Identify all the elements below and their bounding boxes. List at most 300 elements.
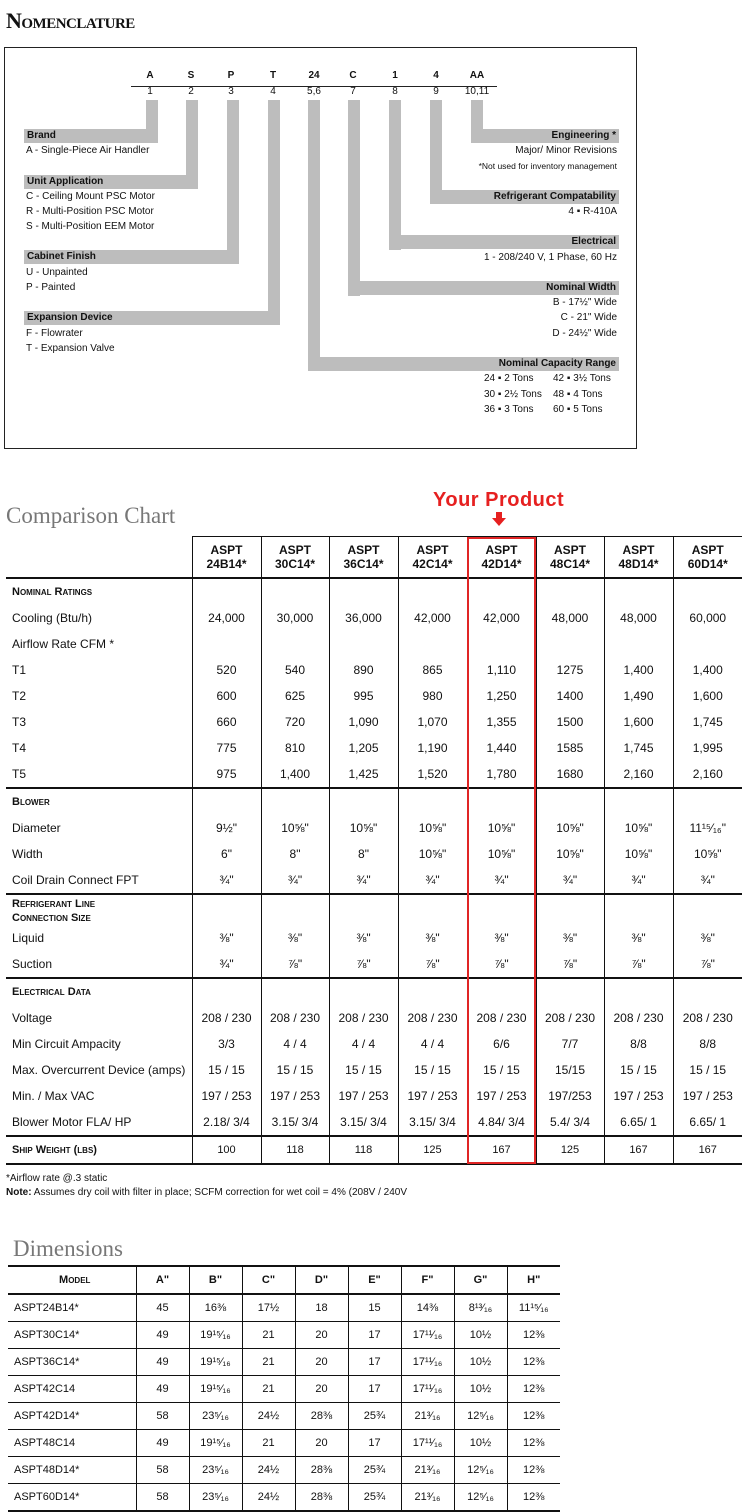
spec-value: 208 / 230	[398, 1005, 467, 1031]
dim-value: 12⁵⁄₁₆	[454, 1403, 507, 1430]
model-header-row	[6, 537, 742, 579]
dim-value: 12⅜	[507, 1376, 560, 1403]
spec-value: 1500	[536, 709, 604, 735]
dim-header: H"	[507, 1266, 560, 1294]
spec-value: 10⅝"	[261, 815, 329, 841]
spec-value: 3.15/ 3/4	[261, 1109, 329, 1136]
section-nominal: Nominal Ratings	[12, 586, 93, 598]
spec-value: 1,600	[604, 709, 673, 735]
spec-value: 11¹⁵⁄₁₆"	[673, 815, 742, 841]
dim-model: ASPT36C14*	[8, 1349, 136, 1376]
spec-value: 1,400	[604, 657, 673, 683]
spec-value: 125	[398, 1136, 467, 1164]
spec-value: 1680	[536, 761, 604, 788]
spec-value: 7/7	[536, 1031, 604, 1057]
spec-value: 208 / 230	[192, 1005, 261, 1031]
row-label: T1	[12, 663, 27, 677]
spec-value: 865	[398, 657, 467, 683]
nomenclature-title: Nomenclature	[6, 8, 135, 33]
dim-value: 17	[348, 1376, 401, 1403]
dim-value: 14⅜	[401, 1294, 454, 1322]
spec-value: 15 / 15	[673, 1057, 742, 1083]
spec-value: 24,000	[192, 605, 261, 631]
model-header: ASPT 48D14*	[604, 537, 673, 579]
brand-line-1: A - Single-Piece Air Handler	[26, 145, 150, 156]
model-header: ASPT 42C14*	[398, 537, 467, 579]
spec-row-t3	[6, 709, 742, 735]
dim-value: 12⅜	[507, 1322, 560, 1349]
row-label: Min Circuit Ampacity	[12, 1037, 121, 1051]
capacity-c1-3: 36 ▪ 3 Tons	[484, 404, 534, 415]
code-5: 24	[308, 70, 320, 81]
width-line-1: B - 17½" Wide	[552, 297, 617, 308]
spec-row-liquid	[6, 925, 742, 951]
dim-value: 21	[242, 1376, 295, 1403]
capacity-c2-3: 60 ▪ 5 Tons	[553, 404, 603, 415]
dim-value: 20	[295, 1322, 348, 1349]
spec-row-width	[6, 841, 742, 867]
row-label: Coil Drain Connect FPT	[12, 873, 139, 887]
pos-4: 4	[270, 86, 276, 97]
spec-value: 8/8	[604, 1031, 673, 1057]
dim-model: ASPT30C14*	[8, 1322, 136, 1349]
row-label: Cooling (Btu/h)	[12, 611, 93, 625]
row-label: Ship Weight (lbs)	[6, 1136, 192, 1164]
spec-value: 6/6	[467, 1031, 536, 1057]
spec-value: ⅞"	[261, 951, 329, 978]
dim-value: 17¹¹⁄₁₆	[401, 1349, 454, 1376]
unit-app-line-3: S - Multi-Position EEM Motor	[26, 221, 155, 232]
dim-value: 17	[348, 1349, 401, 1376]
spec-value: 1,425	[329, 761, 398, 788]
spec-value: 1,780	[467, 761, 536, 788]
dim-value: 10½	[454, 1376, 507, 1403]
dim-row	[8, 1403, 560, 1430]
dim-header: G"	[454, 1266, 507, 1294]
pos-6: 7	[350, 86, 356, 97]
dim-row	[8, 1457, 560, 1484]
spec-value: 1,490	[604, 683, 673, 709]
pos-7: 8	[392, 86, 398, 97]
dim-value: 18	[295, 1294, 348, 1322]
leader-2	[186, 100, 198, 175]
dim-value: 10½	[454, 1322, 507, 1349]
spec-value: 4 / 4	[261, 1031, 329, 1057]
dim-value: 49	[136, 1376, 189, 1403]
spec-value: ⅞"	[467, 951, 536, 978]
pos-9: 10,11	[464, 86, 490, 97]
spec-value: ¾"	[536, 867, 604, 894]
dim-value: 21³⁄₁₆	[401, 1403, 454, 1430]
dim-value: 11¹⁵⁄₁₆	[507, 1294, 560, 1322]
spec-row-coil-drain	[6, 867, 742, 894]
row-label: T3	[12, 715, 27, 729]
spec-value: 1,745	[673, 709, 742, 735]
spec-value: 208 / 230	[604, 1005, 673, 1031]
dim-value: 21	[242, 1349, 295, 1376]
spec-value: 167	[604, 1136, 673, 1164]
spec-value: 8"	[329, 841, 398, 867]
dim-value: 23⁵⁄₁₆	[189, 1457, 242, 1484]
dim-value: 24½	[242, 1457, 295, 1484]
spec-value: 1,440	[467, 735, 536, 761]
pos-3: 3	[228, 86, 234, 97]
dim-value: 17½	[242, 1294, 295, 1322]
model-header: ASPT 30C14*	[261, 537, 329, 579]
spec-value: 118	[329, 1136, 398, 1164]
spec-value: 8/8	[673, 1031, 742, 1057]
dim-value: 20	[295, 1349, 348, 1376]
spec-value: ¾"	[329, 867, 398, 894]
dim-value: 21³⁄₁₆	[401, 1457, 454, 1484]
dim-value: 19¹⁵⁄₁₆	[189, 1376, 242, 1403]
spec-value: 197 / 253	[673, 1083, 742, 1109]
spec-value: 208 / 230	[329, 1005, 398, 1031]
section-blower: Blower	[6, 788, 192, 815]
spec-value: 1,190	[398, 735, 467, 761]
dim-value: 12⅜	[507, 1430, 560, 1457]
spec-value: 1,250	[467, 683, 536, 709]
dim-value: 12⁵⁄₁₆	[454, 1457, 507, 1484]
spec-value: 1,090	[329, 709, 398, 735]
unit-app-line-2: R - Multi-Position PSC Motor	[26, 206, 154, 217]
spec-value: 10⅝"	[329, 815, 398, 841]
spec-row-diameter	[6, 815, 742, 841]
leader-1	[146, 100, 158, 129]
capacity-header: Nominal Capacity Range	[308, 357, 619, 371]
spec-value: 10⅝"	[467, 841, 536, 867]
dim-value: 23⁵⁄₁₆	[189, 1403, 242, 1430]
spec-value: 15 / 15	[329, 1057, 398, 1083]
dim-value: 20	[295, 1376, 348, 1403]
pos-2: 2	[188, 86, 194, 97]
spec-value: 720	[261, 709, 329, 735]
dim-value: 24½	[242, 1403, 295, 1430]
dim-value: 49	[136, 1430, 189, 1457]
dim-header: D"	[295, 1266, 348, 1294]
spec-value: 1,400	[673, 657, 742, 683]
airflow-note: *Airflow rate @.3 static	[6, 1173, 108, 1184]
spec-value: 197/253	[536, 1083, 604, 1109]
spec-value: 1,745	[604, 735, 673, 761]
spec-value: 1,355	[467, 709, 536, 735]
spec-value: 15 / 15	[604, 1057, 673, 1083]
leader-3	[227, 100, 239, 250]
spec-value: 2,160	[673, 761, 742, 788]
spec-value: 48,000	[536, 605, 604, 631]
refrigerant-line-1: 4 ▪ R-410A	[568, 206, 617, 217]
spec-value: ⅞"	[673, 951, 742, 978]
spec-value: 167	[467, 1136, 536, 1164]
expansion-device-header: Expansion Device	[24, 311, 280, 325]
spec-value: 6.65/ 1	[604, 1109, 673, 1136]
dim-value: 19¹⁵⁄₁₆	[189, 1322, 242, 1349]
section-refrigerant: Refrigerant Line Connection Size	[6, 894, 192, 925]
dim-value: 21	[242, 1322, 295, 1349]
dim-value: 8¹³⁄₁₆	[454, 1294, 507, 1322]
spec-value: 208 / 230	[261, 1005, 329, 1031]
dim-value: 16⅜	[189, 1294, 242, 1322]
dim-model: ASPT42C14	[8, 1376, 136, 1403]
spec-value: 975	[192, 761, 261, 788]
spec-value: 15 / 15	[398, 1057, 467, 1083]
spec-value: ⅜"	[261, 925, 329, 951]
spec-row-fla	[6, 1109, 742, 1136]
your-product-label: Your Product	[433, 489, 565, 511]
spec-value: 1,520	[398, 761, 467, 788]
spec-value: 775	[192, 735, 261, 761]
dim-value: 28⅜	[295, 1484, 348, 1512]
leader-7	[348, 100, 360, 296]
spec-value: 10⅝"	[604, 815, 673, 841]
dim-value: 21³⁄₁₆	[401, 1484, 454, 1512]
row-label: Suction	[12, 957, 53, 971]
dim-value: 25¾	[348, 1457, 401, 1484]
spec-value: 10⅝"	[536, 841, 604, 867]
spec-value: ⅜"	[467, 925, 536, 951]
dim-value: 23⁵⁄₁₆	[189, 1484, 242, 1512]
dim-value: 15	[348, 1294, 401, 1322]
spec-value: 1275	[536, 657, 604, 683]
dim-value: 24½	[242, 1484, 295, 1512]
dimensions-table	[8, 1265, 560, 1512]
spec-value: 4 / 4	[398, 1031, 467, 1057]
spec-row-ship	[6, 1136, 742, 1164]
spec-row-vac	[6, 1083, 742, 1109]
spec-value: 42,000	[398, 605, 467, 631]
spec-value: ⅜"	[673, 925, 742, 951]
spec-row-t4	[6, 735, 742, 761]
spec-value: 48,000	[604, 605, 673, 631]
dim-value: 20	[295, 1430, 348, 1457]
code-6: C	[349, 70, 357, 81]
spec-value: 197 / 253	[467, 1083, 536, 1109]
spec-value: 208 / 230	[673, 1005, 742, 1031]
spec-value: 540	[261, 657, 329, 683]
spec-row-cooling	[6, 605, 742, 631]
spec-value: 4 / 4	[329, 1031, 398, 1057]
dim-model: ASPT60D14*	[8, 1484, 136, 1512]
dim-value: 17	[348, 1430, 401, 1457]
spec-value: ¾"	[604, 867, 673, 894]
spec-value: 197 / 253	[398, 1083, 467, 1109]
code-8: 4	[433, 70, 439, 81]
code-9: AA	[469, 70, 485, 81]
dim-value: 17¹¹⁄₁₆	[401, 1430, 454, 1457]
width-line-2: C - 21" Wide	[560, 312, 617, 323]
spec-value: 1,070	[398, 709, 467, 735]
comparison-title: Comparison Chart	[6, 503, 176, 528]
spec-value: ⅜"	[398, 925, 467, 951]
dim-model: ASPT48D14*	[8, 1457, 136, 1484]
electrical-header: Electrical	[389, 235, 619, 249]
dim-value: 12⅜	[507, 1403, 560, 1430]
row-label: Airflow Rate CFM *	[12, 637, 115, 651]
model-header: ASPT 24B14*	[192, 537, 261, 579]
spec-row-t5	[6, 761, 742, 788]
header-blank	[6, 537, 192, 579]
dim-model: ASPT48C14	[8, 1430, 136, 1457]
capacity-c2-2: 48 ▪ 4 Tons	[553, 389, 603, 400]
spec-value: ¾"	[261, 867, 329, 894]
cabinet-line-2: P - Painted	[26, 282, 76, 293]
spec-value: 208 / 230	[536, 1005, 604, 1031]
spec-row-mocp	[6, 1057, 742, 1083]
expansion-line-1: F - Flowrater	[26, 328, 83, 339]
spec-value: 4.84/ 3/4	[467, 1109, 536, 1136]
dim-value: 10½	[454, 1349, 507, 1376]
pos-5: 5,6	[307, 86, 321, 97]
spec-value: 125	[536, 1136, 604, 1164]
spec-value: 980	[398, 683, 467, 709]
row-label: Voltage	[12, 1011, 53, 1025]
spec-row-mca	[6, 1031, 742, 1057]
dim-header: F"	[401, 1266, 454, 1294]
spec-value: ¾"	[398, 867, 467, 894]
spec-value: ⅞"	[398, 951, 467, 978]
spec-value: ¾"	[673, 867, 742, 894]
dim-model: ASPT42D14*	[8, 1403, 136, 1430]
code-3: P	[227, 70, 235, 81]
dim-value: 19¹⁵⁄₁₆	[189, 1349, 242, 1376]
spec-value: 660	[192, 709, 261, 735]
spec-value: 15 / 15	[261, 1057, 329, 1083]
spec-value: ⅜"	[604, 925, 673, 951]
dim-value: 12⁵⁄₁₆	[454, 1484, 507, 1512]
row-label: T2	[12, 689, 27, 703]
dim-value: 25¾	[348, 1484, 401, 1512]
spec-value: 10⅝"	[604, 841, 673, 867]
expansion-line-2: T - Expansion Valve	[26, 343, 115, 354]
spec-value: 600	[192, 683, 261, 709]
dim-value: 28⅜	[295, 1457, 348, 1484]
dim-row	[8, 1322, 560, 1349]
dim-value: 12⅜	[507, 1349, 560, 1376]
spec-value: 197 / 253	[329, 1083, 398, 1109]
engineering-note: *Not used for inventory management	[478, 161, 617, 171]
dim-value: 58	[136, 1403, 189, 1430]
unit-application-header: Unit Application	[24, 175, 198, 189]
dim-header: E"	[348, 1266, 401, 1294]
dim-header: B"	[189, 1266, 242, 1294]
spec-value: 100	[192, 1136, 261, 1164]
capacity-c1-1: 24 ▪ 2 Tons	[484, 373, 534, 384]
dim-value: 17¹¹⁄₁₆	[401, 1322, 454, 1349]
spec-value: ⅞"	[536, 951, 604, 978]
your-product-highlight	[467, 537, 536, 1165]
dim-header: A"	[136, 1266, 189, 1294]
pos-8: 9	[433, 86, 439, 97]
model-header: ASPT 42D14*	[467, 537, 536, 579]
section-row	[6, 978, 742, 1005]
comparison-table	[6, 536, 742, 1165]
spec-value: 1,995	[673, 735, 742, 761]
spec-value: 2.18/ 3/4	[192, 1109, 261, 1136]
dim-value: 10½	[454, 1430, 507, 1457]
spec-row-voltage	[6, 1005, 742, 1031]
row-label: Width	[12, 847, 43, 861]
spec-value: 8"	[261, 841, 329, 867]
spec-value: 810	[261, 735, 329, 761]
spec-value: 60,000	[673, 605, 742, 631]
spec-value: 36,000	[329, 605, 398, 631]
dim-value: 12⅜	[507, 1484, 560, 1512]
dim-value: 17¹¹⁄₁₆	[401, 1376, 454, 1403]
spec-value: 520	[192, 657, 261, 683]
spec-value: ¾"	[192, 951, 261, 978]
section-electrical: Electrical Data	[6, 978, 192, 1005]
spec-value: 208 / 230	[467, 1005, 536, 1031]
dim-header-row	[8, 1266, 560, 1294]
spec-value: 995	[329, 683, 398, 709]
spec-value: 10⅝"	[467, 815, 536, 841]
row-label: T4	[12, 741, 27, 755]
nomenclature-diagram	[4, 47, 637, 449]
row-label: Max. Overcurrent Device (amps)	[12, 1063, 186, 1077]
row-label: Diameter	[12, 821, 61, 835]
dim-value: 12⅜	[507, 1457, 560, 1484]
capacity-c2-1: 42 ▪ 3½ Tons	[553, 373, 611, 384]
spec-row-t1	[6, 657, 742, 683]
spec-value: 3.15/ 3/4	[398, 1109, 467, 1136]
spec-value: 10⅝"	[398, 815, 467, 841]
section-row	[6, 894, 742, 925]
spec-value: 1,600	[673, 683, 742, 709]
wet-coil-note: Note: Assumes dry coil with filter in place; SCFM correction for wet coil = 4% (208V / 240V	[6, 1187, 407, 1198]
spec-value: ⅜"	[536, 925, 604, 951]
spec-value: 6.65/ 1	[673, 1109, 742, 1136]
spec-value: 167	[673, 1136, 742, 1164]
spec-value: 10⅝"	[536, 815, 604, 841]
spec-value: 890	[329, 657, 398, 683]
spec-value: 15 / 15	[467, 1057, 536, 1083]
spec-value: 625	[261, 683, 329, 709]
unit-app-line-1: C - Ceiling Mount PSC Motor	[26, 191, 155, 202]
spec-value: 15/15	[536, 1057, 604, 1083]
code-1: A	[146, 70, 154, 81]
leader-5	[308, 100, 320, 358]
spec-value: 10⅝"	[398, 841, 467, 867]
spec-row-suction	[6, 951, 742, 978]
dim-value: 17	[348, 1322, 401, 1349]
code-2: S	[187, 70, 195, 81]
engineering-line-1: Major/ Minor Revisions	[515, 145, 617, 156]
spec-value: 30,000	[261, 605, 329, 631]
width-line-3: D - 24½" Wide	[552, 328, 617, 339]
dim-model: ASPT24B14*	[8, 1294, 136, 1322]
cabinet-line-1: U - Unpainted	[26, 267, 88, 278]
dim-header: Model	[8, 1266, 136, 1294]
model-header: ASPT 48C14*	[536, 537, 604, 579]
spec-value: 1,110	[467, 657, 536, 683]
spec-value: 10⅝"	[673, 841, 742, 867]
model-header: ASPT 60D14*	[673, 537, 742, 579]
dim-value: 49	[136, 1322, 189, 1349]
spec-value: 9½"	[192, 815, 261, 841]
spec-value: 3/3	[192, 1031, 261, 1057]
spec-value: 197 / 253	[261, 1083, 329, 1109]
section-row	[6, 788, 742, 815]
dim-value: 21	[242, 1430, 295, 1457]
spec-value: 2,160	[604, 761, 673, 788]
dimensions-title: Dimensions	[13, 1236, 123, 1261]
row-label: T5	[12, 767, 27, 781]
spec-value: 3.15/ 3/4	[329, 1109, 398, 1136]
leader-4	[268, 100, 280, 311]
dim-value: 49	[136, 1349, 189, 1376]
dim-value: 45	[136, 1294, 189, 1322]
spec-value: ⅞"	[329, 951, 398, 978]
